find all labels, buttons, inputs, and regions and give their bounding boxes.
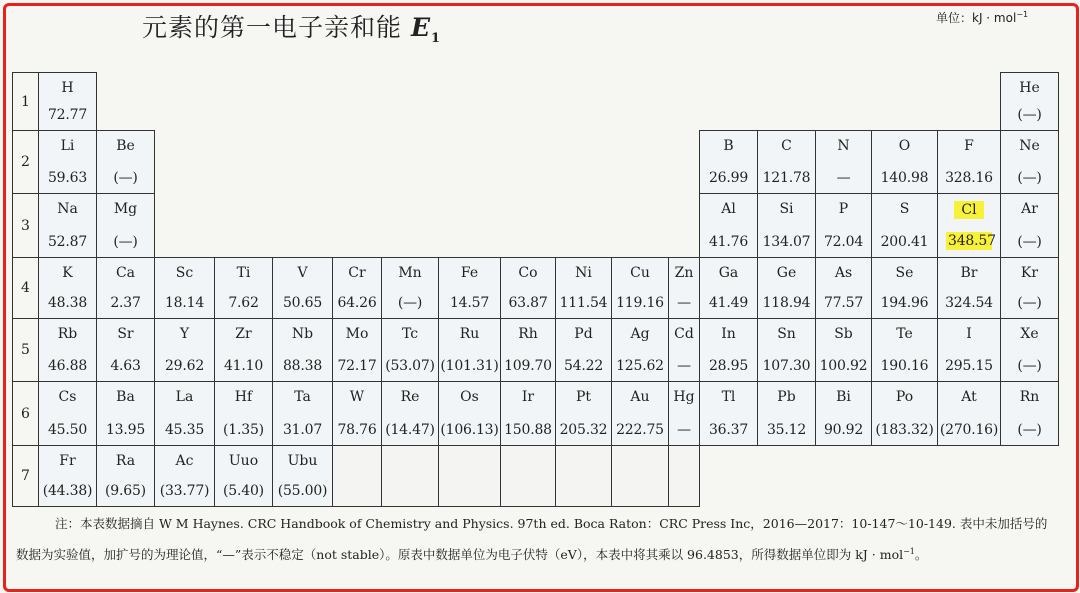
element-symbol: At bbox=[961, 389, 977, 405]
element-cell-pt bbox=[555, 381, 612, 446]
period-number-2: 2 bbox=[12, 130, 39, 194]
element-value: 348.57 bbox=[948, 233, 996, 249]
element-symbol: B bbox=[723, 138, 734, 154]
element-value: (—) bbox=[1017, 358, 1042, 374]
element-symbol: Na bbox=[57, 201, 78, 217]
unit-text: 单位：kJ · mol bbox=[936, 11, 1017, 25]
element-value: (9.65) bbox=[105, 483, 146, 499]
element-cell-n bbox=[815, 130, 872, 194]
element-symbol: Pb bbox=[777, 389, 796, 405]
element-symbol: Cd bbox=[674, 326, 694, 342]
element-value: 134.07 bbox=[762, 234, 811, 250]
footnote-line-1: 注：本表数据摘自 W M Haynes. CRC Handbook of Chemistry and Physics. 97th ed. Boca Raton：CRC Press Inc，2016—2017：10-147～10-149. 表中未加括号的 bbox=[55, 516, 1048, 531]
period-number-6: 6 bbox=[12, 381, 39, 446]
element-value: 31.07 bbox=[282, 422, 323, 438]
element-cell-fr bbox=[38, 445, 97, 507]
element-symbol: La bbox=[175, 389, 194, 405]
element-cell-ta bbox=[272, 381, 333, 446]
element-value: 18.14 bbox=[164, 295, 205, 311]
element-value: 90.92 bbox=[823, 422, 864, 438]
element-symbol: Ti bbox=[236, 265, 251, 281]
unit-label bbox=[936, 9, 1028, 26]
element-symbol: Pt bbox=[575, 389, 592, 405]
element-cell-cu bbox=[611, 257, 669, 319]
element-cell-si bbox=[757, 193, 816, 258]
element-value: (14.47) bbox=[385, 422, 435, 438]
element-symbol: Ac bbox=[175, 453, 194, 469]
element-value: 7.62 bbox=[228, 295, 259, 311]
element-symbol: Tc bbox=[401, 326, 419, 342]
element-value: 64.26 bbox=[337, 295, 377, 311]
element-value: 194.96 bbox=[880, 295, 929, 311]
element-symbol: Uuo bbox=[228, 453, 259, 469]
element-cell-b bbox=[699, 130, 758, 194]
element-cell-zn bbox=[668, 257, 700, 319]
period-number-4: 4 bbox=[12, 257, 39, 319]
footnote-line-2 bbox=[16, 545, 927, 563]
period-number-1: 1 bbox=[12, 72, 39, 131]
element-cell-kr bbox=[1000, 257, 1059, 319]
element-symbol: Sc bbox=[175, 265, 194, 281]
element-value: 63.87 bbox=[508, 295, 548, 311]
element-symbol: Nb bbox=[291, 326, 314, 342]
element-cell-ge bbox=[757, 257, 816, 319]
element-cell-mg bbox=[96, 193, 155, 258]
element-value: 72.77 bbox=[47, 107, 88, 123]
title-subscript: 1 bbox=[431, 31, 442, 46]
element-cell-mo bbox=[332, 318, 382, 382]
element-cell-be bbox=[96, 130, 155, 194]
element-cell-nb bbox=[272, 318, 333, 382]
empty-cell bbox=[668, 445, 700, 507]
element-cell-ac bbox=[154, 445, 215, 507]
element-cell-sc bbox=[154, 257, 215, 319]
element-cell-hg bbox=[668, 381, 700, 446]
period-number-5: 5 bbox=[12, 318, 39, 382]
empty-cell bbox=[381, 445, 439, 507]
element-symbol: Cu bbox=[630, 265, 650, 281]
element-symbol: P bbox=[838, 201, 849, 217]
element-value: 78.76 bbox=[337, 422, 377, 438]
unit-exponent: −1 bbox=[1016, 10, 1029, 19]
element-value: 150.88 bbox=[504, 422, 552, 438]
element-value: — bbox=[677, 422, 691, 438]
element-value: 36.37 bbox=[708, 422, 749, 438]
element-symbol: Sb bbox=[834, 326, 853, 342]
element-value: 107.30 bbox=[762, 358, 811, 374]
element-symbol: He bbox=[1019, 80, 1040, 96]
element-symbol: In bbox=[721, 326, 736, 342]
element-value: (—) bbox=[1017, 422, 1042, 438]
element-value: 46.88 bbox=[47, 358, 88, 374]
element-symbol: Ubu bbox=[287, 453, 318, 469]
element-cell-rb bbox=[38, 318, 97, 382]
element-cell-he bbox=[1000, 72, 1059, 131]
element-symbol: Cr bbox=[348, 265, 366, 281]
element-symbol: Al bbox=[721, 201, 736, 217]
element-cell-fe bbox=[438, 257, 501, 319]
element-symbol: Ar bbox=[1021, 201, 1038, 217]
element-value: 125.62 bbox=[616, 358, 664, 374]
element-symbol: K bbox=[62, 265, 73, 281]
element-value: 121.78 bbox=[762, 170, 811, 186]
element-symbol: Rn bbox=[1019, 389, 1040, 405]
element-value: 45.50 bbox=[47, 422, 88, 438]
element-cell-ir bbox=[500, 381, 556, 446]
element-cell-i bbox=[937, 318, 1001, 382]
element-cell-o bbox=[871, 130, 938, 194]
element-cell-ca bbox=[96, 257, 155, 319]
element-cell-br bbox=[937, 257, 1001, 319]
element-cell-po bbox=[871, 381, 938, 446]
element-value: 72.04 bbox=[823, 234, 864, 250]
element-symbol: Li bbox=[60, 138, 75, 154]
element-symbol: Ne bbox=[1019, 138, 1040, 154]
element-symbol: Sn bbox=[777, 326, 796, 342]
element-value: 29.62 bbox=[164, 358, 205, 374]
element-value: 59.63 bbox=[47, 170, 88, 186]
element-symbol: Te bbox=[896, 326, 913, 342]
element-symbol: Cl bbox=[954, 201, 984, 219]
element-cell-ru bbox=[438, 318, 501, 382]
element-value: 45.35 bbox=[164, 422, 205, 438]
empty-cell bbox=[438, 445, 501, 507]
element-symbol: Ge bbox=[776, 265, 797, 281]
element-cell-os bbox=[438, 381, 501, 446]
element-symbol: Se bbox=[895, 265, 914, 281]
element-cell-na bbox=[38, 193, 97, 258]
element-cell-li bbox=[38, 130, 97, 194]
element-cell-rn bbox=[1000, 381, 1059, 446]
element-symbol: Au bbox=[630, 389, 650, 405]
element-value: — bbox=[836, 170, 851, 186]
element-cell-cd bbox=[668, 318, 700, 382]
element-symbol: Ca bbox=[115, 265, 136, 281]
element-cell-cs bbox=[38, 381, 97, 446]
element-value: (—) bbox=[1017, 234, 1042, 250]
element-cell-ga bbox=[699, 257, 758, 319]
element-value: 41.49 bbox=[708, 295, 749, 311]
element-symbol: Be bbox=[116, 138, 135, 154]
page-title bbox=[142, 8, 441, 46]
element-value: (106.13) bbox=[440, 422, 499, 438]
element-value: 28.95 bbox=[708, 358, 749, 374]
element-cell-hf bbox=[214, 381, 273, 446]
element-value: 324.54 bbox=[945, 295, 993, 311]
element-value: 100.92 bbox=[819, 358, 868, 374]
element-cell-c bbox=[757, 130, 816, 194]
element-cell-ba bbox=[96, 381, 155, 446]
element-value: (5.40) bbox=[223, 483, 264, 499]
element-symbol: F bbox=[964, 138, 974, 154]
element-symbol: Zr bbox=[235, 326, 252, 342]
element-value: (33.77) bbox=[159, 483, 210, 499]
element-cell-cl bbox=[937, 193, 1001, 258]
element-value: 109.70 bbox=[504, 358, 552, 374]
empty-cell bbox=[332, 445, 382, 507]
element-cell-ar bbox=[1000, 193, 1059, 258]
element-cell-ubu bbox=[272, 445, 333, 507]
empty-cell bbox=[500, 445, 556, 507]
element-symbol: Mn bbox=[398, 265, 422, 281]
element-symbol: O bbox=[898, 138, 911, 154]
element-symbol: Po bbox=[895, 389, 914, 405]
element-cell-k bbox=[38, 257, 97, 319]
element-symbol: Br bbox=[960, 265, 978, 281]
element-symbol: C bbox=[781, 138, 792, 154]
element-symbol: Ag bbox=[630, 326, 650, 342]
footnote-line-2-end: 。 bbox=[914, 547, 928, 562]
element-cell-au bbox=[611, 381, 669, 446]
element-cell-v bbox=[272, 257, 333, 319]
element-value: 35.12 bbox=[766, 422, 807, 438]
element-symbol: Rb bbox=[57, 326, 78, 342]
element-symbol: Ra bbox=[115, 453, 136, 469]
period-number-7: 7 bbox=[12, 445, 39, 507]
element-symbol: Hf bbox=[234, 389, 253, 405]
element-cell-tc bbox=[381, 318, 439, 382]
element-value: 4.63 bbox=[110, 358, 141, 374]
element-cell-sb bbox=[815, 318, 872, 382]
element-symbol: Re bbox=[400, 389, 420, 405]
element-cell-y bbox=[154, 318, 215, 382]
period-number-3: 3 bbox=[12, 193, 39, 258]
element-value: — bbox=[677, 358, 691, 374]
element-value: (183.32) bbox=[875, 422, 934, 438]
element-symbol: Fr bbox=[59, 453, 76, 469]
element-value: (—) bbox=[1017, 170, 1042, 186]
element-value: (—) bbox=[1017, 295, 1042, 311]
element-cell-s bbox=[871, 193, 938, 258]
element-cell-at bbox=[937, 381, 1001, 446]
element-cell-se bbox=[871, 257, 938, 319]
element-symbol: Tl bbox=[721, 389, 736, 405]
element-symbol: N bbox=[837, 138, 850, 154]
element-symbol: S bbox=[899, 201, 910, 217]
element-value: (44.38) bbox=[42, 483, 93, 499]
element-cell-ra bbox=[96, 445, 155, 507]
element-cell-h bbox=[38, 72, 97, 131]
element-symbol: Zn bbox=[674, 265, 694, 281]
element-cell-sn bbox=[757, 318, 816, 382]
element-symbol: Os bbox=[460, 389, 479, 405]
element-symbol: Kr bbox=[1020, 265, 1039, 281]
element-symbol: Sr bbox=[117, 326, 134, 342]
element-cell-la bbox=[154, 381, 215, 446]
element-cell-sr bbox=[96, 318, 155, 382]
element-cell-bi bbox=[815, 381, 872, 446]
element-cell-uuo bbox=[214, 445, 273, 507]
title-symbol: E bbox=[410, 13, 432, 42]
element-value: 200.41 bbox=[880, 234, 929, 250]
element-value: 222.75 bbox=[616, 422, 664, 438]
element-symbol: Hg bbox=[673, 389, 695, 405]
element-value: (—) bbox=[397, 295, 423, 311]
element-cell-ni bbox=[555, 257, 612, 319]
element-value: 13.95 bbox=[105, 422, 146, 438]
element-value: (—) bbox=[113, 170, 138, 186]
element-value: 41.10 bbox=[223, 358, 264, 374]
element-cell-rh bbox=[500, 318, 556, 382]
element-symbol: Xe bbox=[1020, 326, 1039, 342]
element-value: 205.32 bbox=[559, 422, 608, 438]
element-symbol: V bbox=[297, 265, 308, 281]
element-symbol: Mg bbox=[113, 201, 138, 217]
element-value: (1.35) bbox=[223, 422, 264, 438]
element-cell-re bbox=[381, 381, 439, 446]
element-value: 88.38 bbox=[282, 358, 323, 374]
element-symbol: Ta bbox=[294, 389, 311, 405]
element-symbol: Ir bbox=[521, 389, 535, 405]
element-symbol: Co bbox=[518, 265, 538, 281]
element-value: (101.31) bbox=[440, 358, 499, 374]
element-cell-ag bbox=[611, 318, 669, 382]
element-value: 140.98 bbox=[880, 170, 929, 186]
element-cell-zr bbox=[214, 318, 273, 382]
element-value: 54.22 bbox=[563, 358, 604, 374]
element-symbol: Y bbox=[179, 326, 190, 342]
element-value: (270.16) bbox=[939, 422, 999, 438]
element-value: 50.65 bbox=[282, 295, 323, 311]
title-text: 元素的第一电子亲和能 bbox=[142, 13, 403, 42]
element-value: 72.17 bbox=[337, 358, 377, 374]
element-cell-mn bbox=[381, 257, 439, 319]
element-symbol: W bbox=[349, 389, 365, 405]
element-value: (—) bbox=[113, 234, 138, 250]
element-symbol: Pd bbox=[574, 326, 593, 342]
element-cell-tl bbox=[699, 381, 758, 446]
footnote-line-2-text: 数据为实验值，加扩号的为理论值，“—”表示不稳定（not stable）。原表中数据单位为电子伏特（eV），本表中将其乘以 96.4853，所得数据单位即为 kJ · mol bbox=[16, 547, 904, 562]
element-cell-te bbox=[871, 318, 938, 382]
element-symbol: Ga bbox=[718, 265, 739, 281]
element-symbol: Cs bbox=[58, 389, 77, 405]
element-value: 14.57 bbox=[449, 295, 490, 311]
element-symbol: H bbox=[61, 80, 74, 96]
element-value: 48.38 bbox=[47, 295, 88, 311]
element-symbol: Ru bbox=[459, 326, 480, 342]
element-cell-co bbox=[500, 257, 556, 319]
element-symbol: Si bbox=[779, 201, 794, 217]
element-symbol: Mo bbox=[345, 326, 369, 342]
element-value: (—) bbox=[1017, 107, 1042, 123]
element-symbol: Fe bbox=[460, 265, 479, 281]
element-value: 118.94 bbox=[762, 295, 811, 311]
element-cell-in bbox=[699, 318, 758, 382]
element-cell-xe bbox=[1000, 318, 1059, 382]
element-cell-p bbox=[815, 193, 872, 258]
element-value: 52.87 bbox=[47, 234, 88, 250]
element-symbol: I bbox=[966, 326, 972, 342]
element-cell-pb bbox=[757, 381, 816, 446]
element-symbol: As bbox=[834, 265, 853, 281]
element-cell-f bbox=[937, 130, 1001, 194]
element-symbol: Rh bbox=[518, 326, 538, 342]
element-value: 328.16 bbox=[945, 170, 993, 186]
element-cell-w bbox=[332, 381, 382, 446]
empty-cell bbox=[555, 445, 612, 507]
element-cell-as bbox=[815, 257, 872, 319]
element-symbol: Ba bbox=[116, 389, 135, 405]
element-cell-cr bbox=[332, 257, 382, 319]
element-value: 295.15 bbox=[945, 358, 993, 374]
element-value: (55.00) bbox=[277, 483, 328, 499]
element-value: 190.16 bbox=[880, 358, 929, 374]
empty-cell bbox=[611, 445, 669, 507]
element-cell-ne bbox=[1000, 130, 1059, 194]
element-value: 41.76 bbox=[708, 234, 749, 250]
element-value: 111.54 bbox=[559, 295, 608, 311]
element-value: 26.99 bbox=[708, 170, 749, 186]
element-cell-al bbox=[699, 193, 758, 258]
element-cell-pd bbox=[555, 318, 612, 382]
element-value: — bbox=[677, 295, 691, 311]
element-symbol: Ni bbox=[575, 265, 592, 281]
element-value: 77.57 bbox=[823, 295, 864, 311]
footnote-exponent: −1 bbox=[903, 546, 915, 556]
element-cell-ti bbox=[214, 257, 273, 319]
element-value: 2.37 bbox=[110, 295, 141, 311]
element-value: (53.07) bbox=[385, 358, 435, 374]
element-symbol: Bi bbox=[836, 389, 851, 405]
element-value: 119.16 bbox=[616, 295, 664, 311]
